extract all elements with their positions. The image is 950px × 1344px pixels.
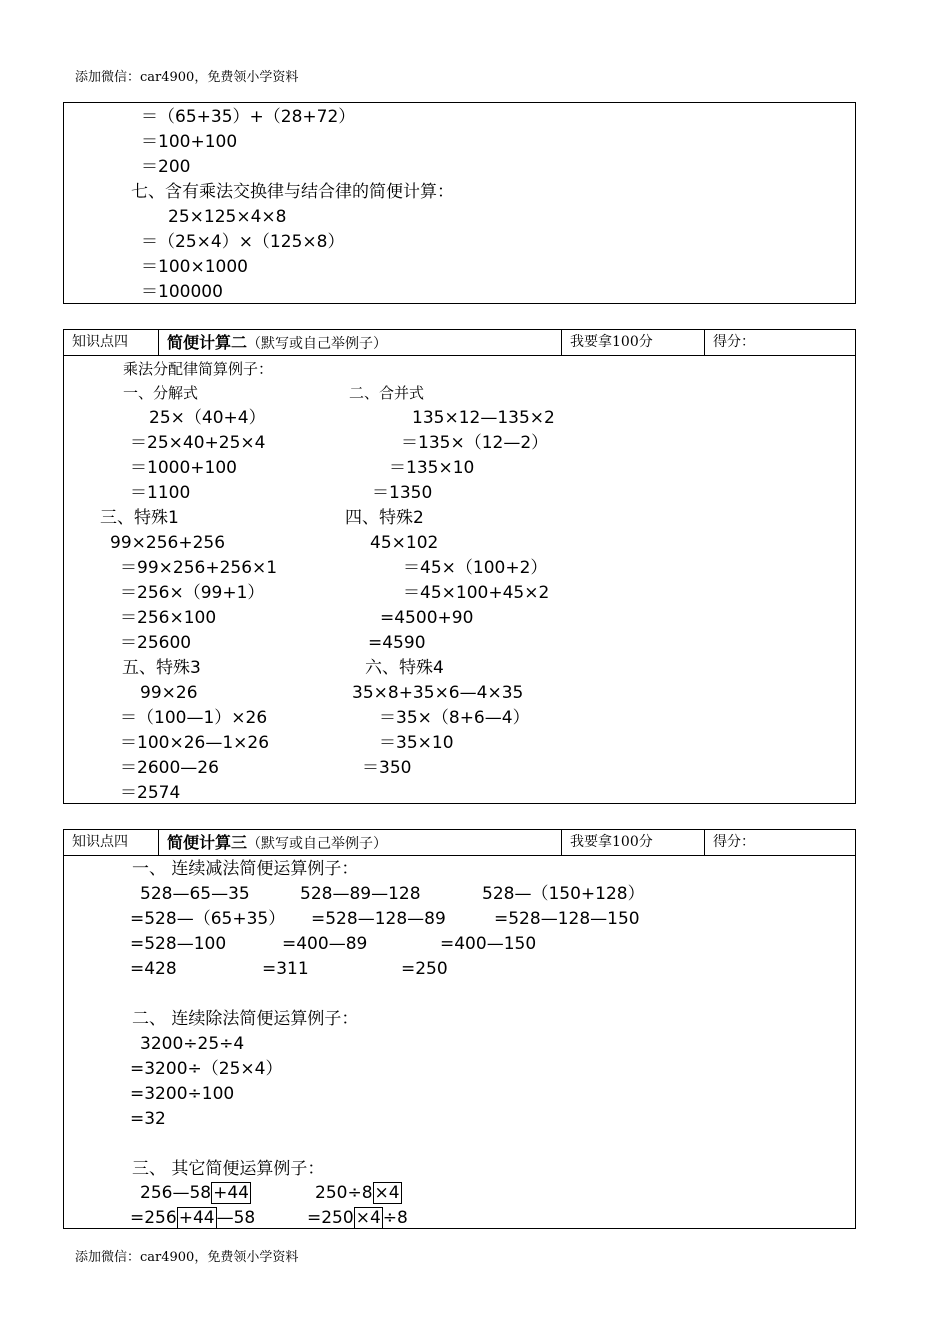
calc-line	[130, 1207, 255, 1229]
calc-line: ＝100+100	[141, 132, 238, 152]
calc-line: ＝135×（12—2）	[401, 433, 549, 453]
calc-line: =32	[130, 1109, 166, 1129]
heading-3: 三、特殊1	[100, 508, 179, 528]
section3-title: 简便计算三	[167, 833, 248, 852]
section2-goal: 我要拿100分	[561, 330, 704, 355]
calc-line: =528—100	[130, 934, 227, 954]
calc-line	[315, 1182, 402, 1204]
calc-line: ＝350	[362, 758, 412, 778]
boxed-term: ×4	[374, 1183, 400, 1203]
section3-subtitle: （默写或自己举例子）	[247, 836, 388, 852]
calc-line: ＝（25×4）×（125×8）	[141, 232, 345, 252]
calc-line: ＝45×100+45×2	[403, 583, 550, 603]
section2-box	[63, 329, 856, 804]
section2-title: 简便计算二	[167, 333, 248, 352]
expr-text: 256—58	[140, 1183, 212, 1203]
calc-line: =528—128—89	[311, 909, 446, 929]
calc-line: ＝99×256+256×1	[120, 558, 278, 578]
calc-line: =428	[130, 959, 177, 979]
expr-text: =250	[307, 1208, 354, 1228]
calc-line	[307, 1207, 408, 1229]
calc-line: 25×（40+4）	[149, 408, 266, 428]
calc-line: ＝25×40+25×4	[130, 433, 266, 453]
section2-subtitle: （默写或自己举例子）	[247, 336, 388, 352]
heading-2: 二、合并式	[349, 384, 425, 402]
calc-line: 35×8+35×6—4×35	[352, 683, 524, 703]
section3-goal: 我要拿100分	[561, 830, 704, 855]
calc-line: 528—（150+128）	[482, 884, 645, 904]
calc-line: ＝45×（100+2）	[403, 558, 548, 578]
calc-line: ＝2600—26	[120, 758, 219, 778]
calc-line: ＝100×1000	[141, 257, 248, 277]
calc-line: ＝（65+35）+（28+72）	[141, 107, 356, 127]
heading-5: 五、特殊3	[122, 658, 201, 678]
calc-line: ＝135×10	[389, 458, 475, 478]
calc-line: ＝（100—1）×26	[120, 708, 268, 728]
calc-line: ＝1350	[372, 483, 433, 503]
calc-line: ＝1000+100	[130, 458, 237, 478]
calc-line: ＝200	[141, 157, 191, 177]
heading-1: 一、分解式	[123, 384, 199, 402]
calc-line: ＝2574	[120, 783, 181, 803]
calc-line: ＝25600	[120, 633, 192, 653]
section2-score: 得分：	[704, 330, 855, 355]
calc-line: ＝100000	[141, 282, 223, 302]
heading-7: 七、含有乘法交换律与结合律的简便计算：	[131, 182, 454, 202]
calc-line: ＝35×（8+6—4）	[379, 708, 530, 728]
calc-line: 135×12—135×2	[412, 408, 555, 428]
calc-line: 25×125×4×8	[168, 207, 287, 227]
expr-text: ÷8	[382, 1208, 408, 1228]
calc-line: =528—128—150	[494, 909, 640, 929]
heading-division: 二、 连续除法简便运算例子：	[132, 1009, 359, 1029]
heading-4: 四、特殊2	[345, 508, 424, 528]
calc-line: =528—（65+35）	[130, 909, 286, 929]
section2-header-row	[64, 330, 855, 356]
calc-line: 528—65—35	[140, 884, 250, 904]
calc-line: =400—150	[440, 934, 537, 954]
calc-line: ＝256×（99+1）	[120, 583, 265, 603]
boxed-term: +44	[178, 1208, 215, 1228]
header-note: 添加微信：car4900，免费领小学资料	[75, 70, 299, 85]
calc-line: 99×256+256	[110, 533, 226, 553]
calc-line: =4590	[368, 633, 426, 653]
calc-line: =4500+90	[380, 608, 474, 628]
calc-line: 528—89—128	[300, 884, 421, 904]
heading-other: 三、 其它简便运算例子：	[132, 1159, 325, 1179]
footer-note: 添加微信：car4900，免费领小学资料	[75, 1250, 299, 1265]
calc-line: ＝256×100	[120, 608, 217, 628]
calc-line: ＝35×10	[379, 733, 454, 753]
heading-6: 六、特殊4	[365, 658, 444, 678]
section-top-box	[63, 102, 856, 304]
heading-subtraction: 一、 连续减法简便运算例子：	[132, 859, 359, 879]
section2-title-cell	[158, 330, 561, 355]
section2-intro: 乘法分配律简算例子：	[123, 360, 274, 378]
calc-line: 45×102	[370, 533, 439, 553]
calc-line	[140, 1182, 251, 1204]
section3-title-cell	[158, 830, 561, 855]
calc-line: =3200÷100	[130, 1084, 235, 1104]
calc-line: ＝100×26—1×26	[120, 733, 270, 753]
expr-text: —58	[216, 1208, 256, 1228]
calc-line: 3200÷25÷4	[140, 1034, 245, 1054]
section3-label: 知识点四	[72, 834, 128, 850]
expr-text: 250÷8	[315, 1183, 373, 1203]
calc-line: 99×26	[140, 683, 198, 703]
section3-header-row	[64, 830, 855, 856]
section3-box	[63, 829, 856, 1229]
calc-line: =400—89	[282, 934, 368, 954]
section2-label: 知识点四	[72, 334, 128, 350]
section3-score: 得分：	[704, 830, 855, 855]
calc-line: =3200÷（25×4）	[130, 1059, 283, 1079]
calc-line: =250	[401, 959, 448, 979]
calc-line: =311	[262, 959, 309, 979]
calc-line: ＝1100	[130, 483, 191, 503]
boxed-term: ×4	[355, 1208, 381, 1228]
boxed-term: +44	[213, 1183, 249, 1203]
expr-text: =256	[130, 1208, 177, 1228]
